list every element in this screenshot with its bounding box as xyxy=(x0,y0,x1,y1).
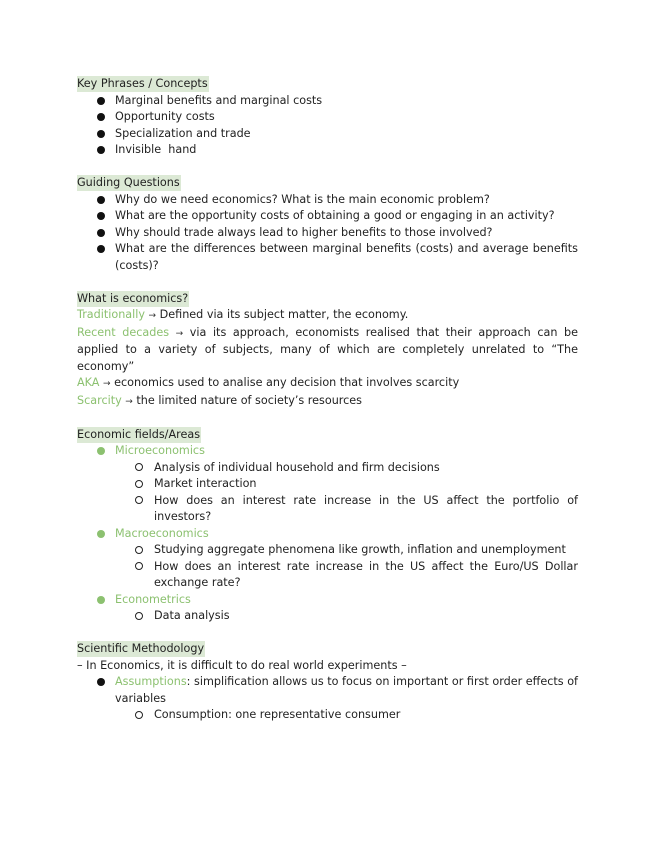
list-item: Why do we need economics? What is the main economic problem? xyxy=(77,192,578,209)
term-label: Traditionally xyxy=(77,308,145,321)
arrow-right-icon: → xyxy=(148,311,157,321)
field-econometrics: Econometrics xyxy=(77,592,578,609)
circle-bullet-icon xyxy=(135,546,143,554)
bullet-icon xyxy=(97,146,105,154)
circle-bullet-icon xyxy=(135,463,143,471)
bullet-icon xyxy=(97,97,105,105)
list-item: Consumption: one representative consumer xyxy=(77,707,578,724)
guiding-questions-heading: Guiding Questions xyxy=(77,176,180,189)
list-item: Marginal benefits and marginal costs xyxy=(77,93,578,110)
circle-bullet-icon xyxy=(135,496,143,504)
list-item: What are the opportunity costs of obtaining a good or engaging in an activity? xyxy=(77,208,578,225)
list-item: Specialization and trade xyxy=(77,126,578,143)
bullet-icon xyxy=(97,530,105,538)
term-label: Assumptions xyxy=(115,675,187,688)
bullet-icon xyxy=(97,678,105,686)
economic-fields-section xyxy=(77,427,578,625)
list-item: Assumptions: simplification allows us to focus on important or first order effects of variables xyxy=(77,674,578,707)
bullet-icon xyxy=(97,212,105,220)
list-item: How does an interest rate increase in the US affect the Euro/US Dollar exchange rate? xyxy=(77,559,578,592)
fields-list xyxy=(77,443,578,625)
document-page xyxy=(77,76,578,724)
list-item: Why should trade always lead to higher benefits to those involved? xyxy=(77,225,578,242)
methodology-list xyxy=(77,674,578,724)
guiding-questions-section xyxy=(77,175,578,274)
arrow-right-icon: → xyxy=(103,379,111,389)
definition-line: AKA → economics used to analise any decision that involves scarcity xyxy=(77,376,460,389)
definition-line: Scarcity → the limited nature of society’s resources xyxy=(77,393,363,407)
circle-bullet-icon xyxy=(135,480,143,488)
circle-bullet-icon xyxy=(135,612,143,620)
list-item: How does an interest rate increase in the US affect the portfolio of investors? xyxy=(77,493,578,526)
guiding-questions-list xyxy=(77,192,578,275)
methodology-intro: – In Economics, it is difficult to do real world experiments – xyxy=(77,658,407,672)
bullet-icon xyxy=(97,245,105,253)
list-item: Invisible hand xyxy=(77,142,578,159)
what-is-economics-section xyxy=(77,291,578,411)
key-phrases-list xyxy=(77,93,578,159)
term-label: Recent decades xyxy=(77,325,170,339)
term-label: Scarcity xyxy=(77,393,122,407)
definition-line: Recent decades → via its approach, economists realised that their approach can be applied to a variety of subjects, many of which are completely unrelated to “The economy” xyxy=(77,325,579,373)
bullet-icon xyxy=(97,113,105,121)
bullet-icon xyxy=(97,196,105,204)
term-label: AKA xyxy=(77,376,100,389)
field-microeconomics: Microeconomics xyxy=(77,443,578,460)
arrow-right-icon: → xyxy=(175,328,184,339)
circle-bullet-icon xyxy=(135,711,143,719)
what-is-economics-heading: What is economics? xyxy=(77,291,189,305)
bullet-icon xyxy=(97,130,105,138)
field-macroeconomics: Macroeconomics xyxy=(77,526,578,543)
circle-bullet-icon xyxy=(135,562,143,570)
economic-fields-heading: Economic fields/Areas xyxy=(77,427,201,441)
bullet-icon xyxy=(97,596,105,604)
list-item: What are the differences between marginal benefits (costs) and average benefits (costs)? xyxy=(77,241,578,274)
list-item: Studying aggregate phenomena like growth, inflation and unemployment xyxy=(77,542,578,559)
bullet-icon xyxy=(97,229,105,237)
methodology-section xyxy=(77,641,578,724)
list-item: Data analysis xyxy=(77,608,578,625)
key-phrases-heading: Key Phrases / Concepts xyxy=(77,77,208,90)
methodology-heading: Scientific Methodology xyxy=(77,642,205,655)
list-item: Opportunity costs xyxy=(77,109,578,126)
arrow-right-icon: → xyxy=(125,396,133,407)
definition-line: Traditionally → Defined via its subject matter, the economy. xyxy=(77,308,409,321)
key-phrases-section xyxy=(77,76,578,159)
bullet-icon xyxy=(97,447,105,455)
list-item: Market interaction xyxy=(77,476,578,493)
list-item: Analysis of individual household and firm decisions xyxy=(77,460,578,477)
